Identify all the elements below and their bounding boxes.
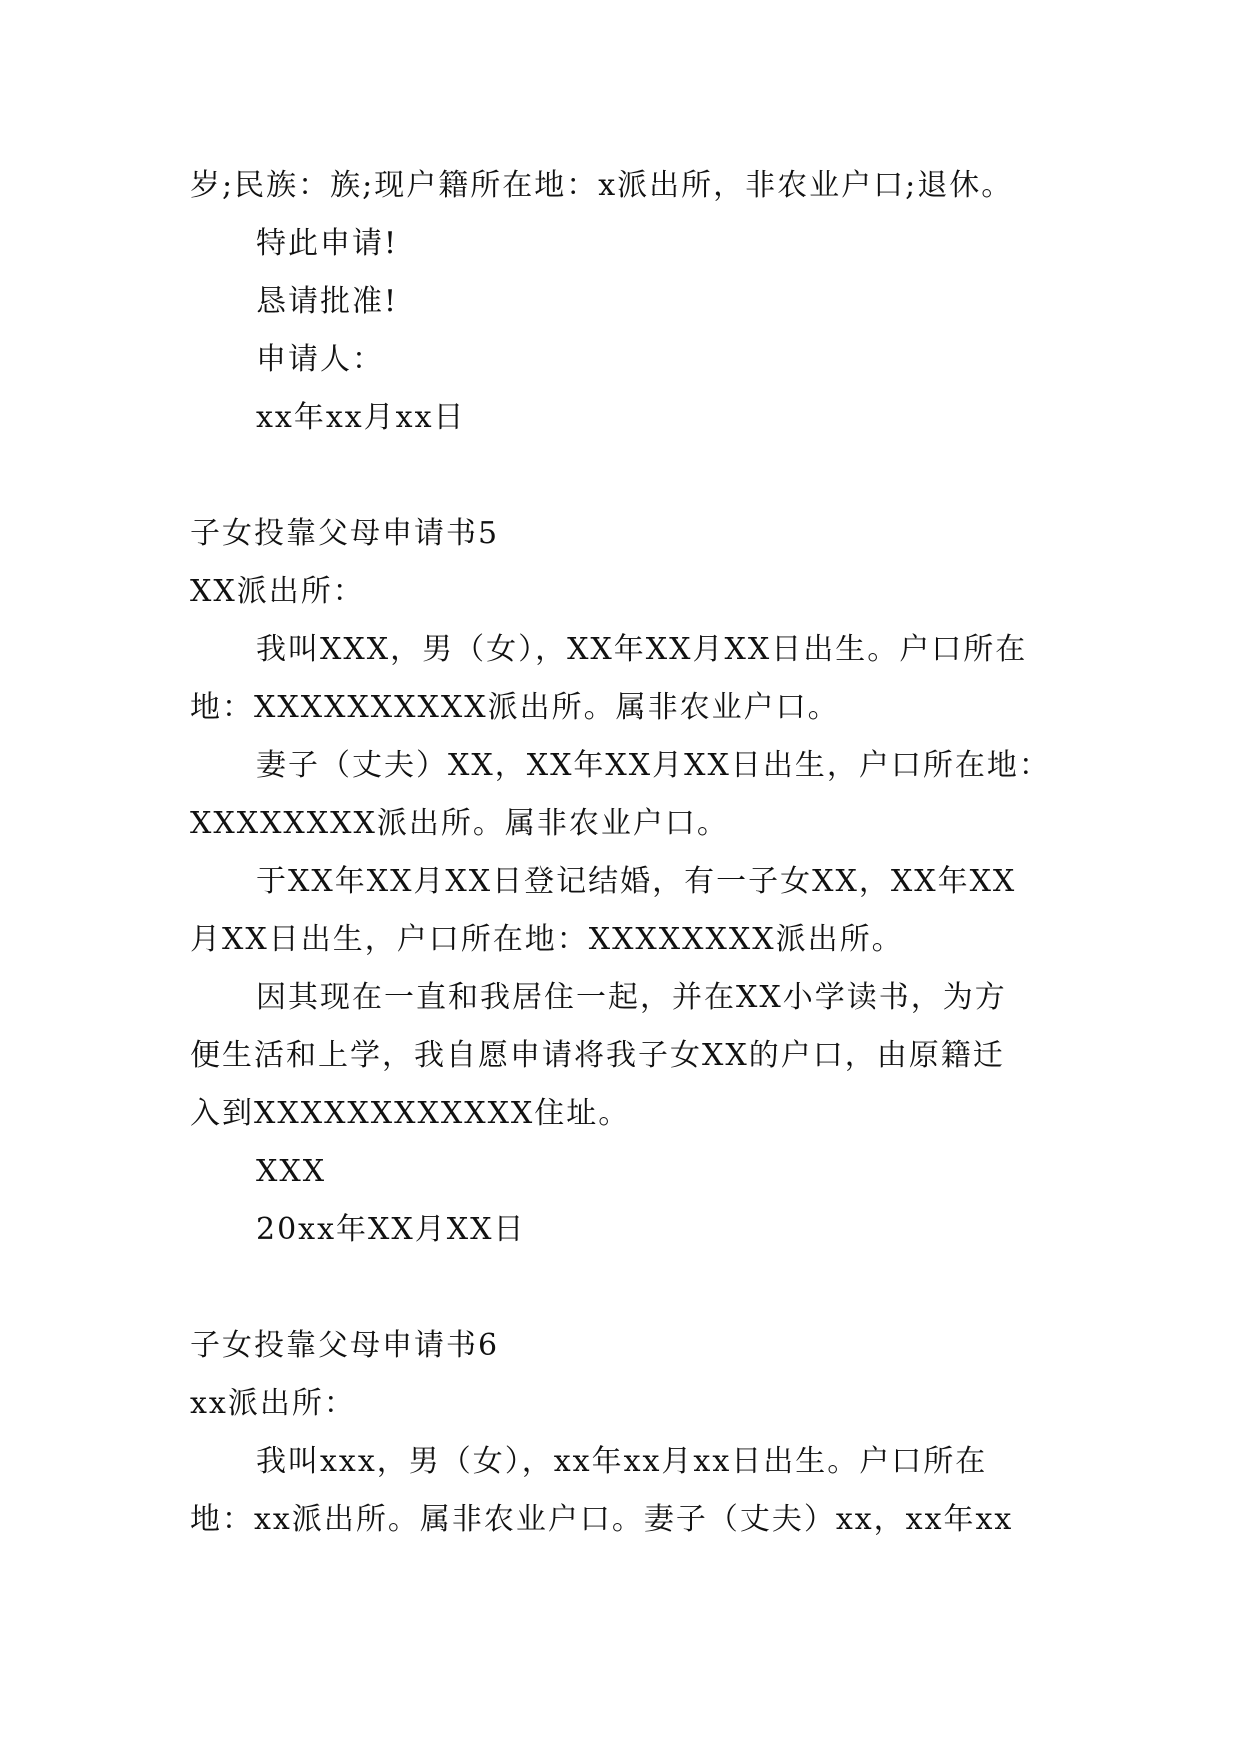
text-line-1: 岁;民族：族;现户籍所在地：x派出所，非农业户口;退休。 — [190, 168, 1014, 203]
text-line-20: xx派出所： — [190, 1386, 356, 1421]
text-line-14: 因其现在一直和我居住一起，并在XX小学读书，为方 — [256, 980, 1007, 1015]
text-line-10: 妻子（丈夫）XX，XX年XX月XX日出生，户口所在地： — [256, 748, 1051, 783]
text-line-11: XXXXXXXX派出所。属非农业户口。 — [190, 806, 729, 841]
text-line-12: 于XX年XX月XX日登记结婚，有一子女XX，XX年XX — [256, 864, 1017, 899]
text-line-17: XXX — [256, 1154, 327, 1189]
text-line-7: XX派出所： — [190, 574, 365, 609]
text-line-15: 便生活和上学，我自愿申请将我子女XX的户口，由原籍迁 — [190, 1038, 1005, 1073]
text-line-5: xx年xx月xx日 — [256, 400, 466, 435]
text-line-18: 20xx年XX月XX日 — [256, 1212, 526, 1247]
text-line-13: 月XX日出生，户口所在地：XXXXXXXX派出所。 — [190, 922, 904, 957]
text-line-22: 地：xx派出所。属非农业户口。妻子（丈夫）xx，xx年xx — [190, 1502, 1014, 1537]
section-title-5: 子女投靠父母申请书5 — [190, 516, 500, 551]
text-line-3: 恳请批准! — [256, 284, 399, 319]
text-line-2: 特此申请! — [256, 226, 399, 261]
text-line-9: 地：XXXXXXXXXX派出所。属非农业户口。 — [190, 690, 840, 725]
section-title-6: 子女投靠父母申请书6 — [190, 1328, 500, 1363]
text-line-16: 入到XXXXXXXXXXXX住址。 — [190, 1096, 631, 1131]
text-line-8: 我叫XXX，男（女），XX年XX月XX日出生。户口所在 — [256, 632, 1028, 667]
text-line-4: 申请人： — [256, 342, 384, 377]
text-line-21: 我叫xxx，男（女），xx年xx月xx日出生。户口所在 — [256, 1444, 988, 1479]
